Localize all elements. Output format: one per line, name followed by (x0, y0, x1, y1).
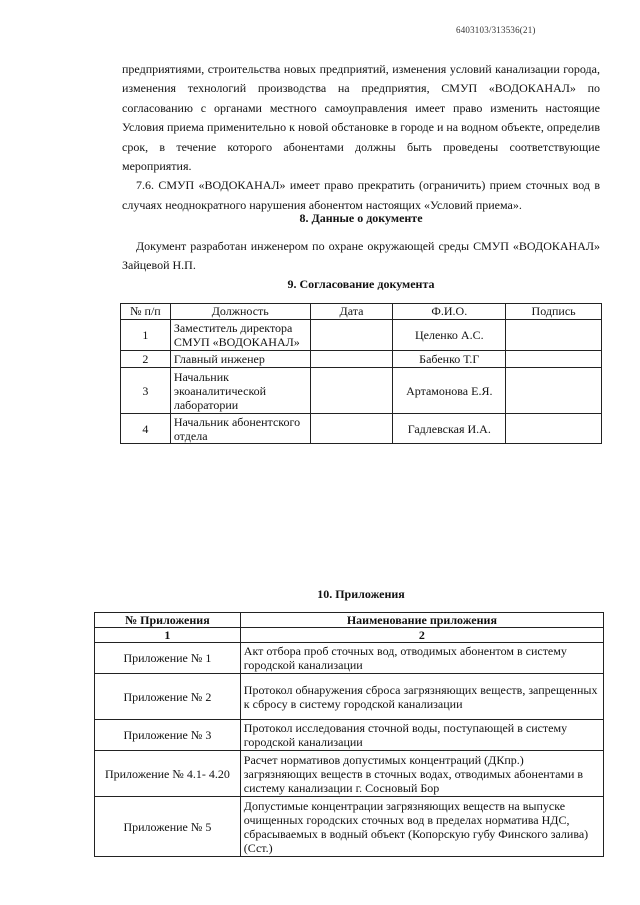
row-signature (506, 320, 602, 351)
row-name: Артамонова Е.Я. (393, 368, 506, 414)
col-number-1: 1 (95, 628, 241, 643)
row-date (310, 320, 393, 351)
col-name: Ф.И.О. (393, 304, 506, 320)
row-position: Главный инженер (170, 351, 310, 368)
row-name: Целенко А.С. (393, 320, 506, 351)
col-appendix-num: № Приложения (95, 613, 241, 628)
section-10-heading: 10. Приложения (317, 587, 405, 601)
appendix-number-row (95, 628, 604, 643)
row-num: 2 (121, 351, 171, 368)
row-num: 4 (121, 414, 171, 444)
row-signature (506, 368, 602, 414)
table-row (121, 368, 602, 414)
appendix-num: Приложение № 4.1- 4.20 (95, 751, 241, 797)
appendix-title: Протокол исследования сточной воды, поступающей в систему городской канализации (240, 720, 603, 751)
appendix-num: Приложение № 2 (95, 674, 241, 720)
appendix-title: Акт отбора проб сточных вод, отводимых абонентом в систему городской канализации (240, 643, 603, 674)
appendix-title: Протокол обнаружения сброса загрязняющих веществ, запрещенных к сбросу в систему городской канализации (240, 674, 603, 720)
col-position: Должность (170, 304, 310, 320)
appendix-num: Приложение № 3 (95, 720, 241, 751)
table-row (121, 414, 602, 444)
col-number-2: 2 (240, 628, 603, 643)
body-text (122, 60, 600, 215)
row-name: Гадлевская И.А. (393, 414, 506, 444)
table-row (121, 320, 602, 351)
document-id: 6403103/313536(21) (456, 25, 536, 35)
section-8-body (122, 237, 600, 276)
appendix-table (94, 612, 604, 857)
col-signature: Подпись (506, 304, 602, 320)
row-name: Бабенко Т.Г (393, 351, 506, 368)
approval-table (120, 303, 602, 444)
col-date: Дата (310, 304, 393, 320)
table-row (95, 643, 604, 674)
row-date (310, 368, 393, 414)
row-signature (506, 351, 602, 368)
col-appendix-title: Наименование приложения (240, 613, 603, 628)
approval-header-row (121, 304, 602, 320)
table-row (95, 674, 604, 720)
paragraph-continuation: предприятиями, строительства новых предприятий, изменения условий канализации города, изменения технологий производства на предприятия, СМУП «ВОДОКАНАЛ» по согласованию с органами местного самоуправления имеет право изменить настоящие Условия приема применительно к новой обстановке в городе и на водном объекте, определив срок, в течение которого абонентами должны быть проведены соответствующие мероприятия. (122, 62, 600, 174)
table-row (95, 751, 604, 797)
appendix-header-row (95, 613, 604, 628)
section-9-heading: 9. Согласование документа (287, 277, 435, 291)
appendix-title: Допустимые концентрации загрязняющих веществ на выпуске очищенных городских сточных вод в пределах норматива НДС, сбрасываемых в водный объект (Копорскую губу Финского залива) (Сст.) (240, 797, 603, 857)
appendix-num: Приложение № 5 (95, 797, 241, 857)
row-num: 3 (121, 368, 171, 414)
row-position: Начальник экоаналитической лаборатории (170, 368, 310, 414)
row-position: Начальник абонентского отдела (170, 414, 310, 444)
row-signature (506, 414, 602, 444)
row-date (310, 351, 393, 368)
appendix-num: Приложение № 1 (95, 643, 241, 674)
row-num: 1 (121, 320, 171, 351)
row-position: Заместитель директора СМУП «ВОДОКАНАЛ» (170, 320, 310, 351)
table-row (95, 720, 604, 751)
paragraph-7-6: 7.6. СМУП «ВОДОКАНАЛ» имеет право прекратить (ограничить) прием сточных вод в случаях неоднократного нарушения абонентом настоящих «Условий приема». (122, 178, 600, 212)
table-row (121, 351, 602, 368)
col-num: № п/п (121, 304, 171, 320)
section-8-heading: 8. Данные о документе (299, 211, 423, 225)
table-row (95, 797, 604, 857)
appendix-title: Расчет нормативов допустимых концентраций (ДКпр.) загрязняющих веществ в сточных водах, отводимых абонентами в систему канализации г. Сосновый Бор (240, 751, 603, 797)
section-8-text: Документ разработан инженером по охране окружающей среды СМУП «ВОДОКАНАЛ» Зайцевой Н.П. (122, 239, 600, 273)
row-date (310, 414, 393, 444)
